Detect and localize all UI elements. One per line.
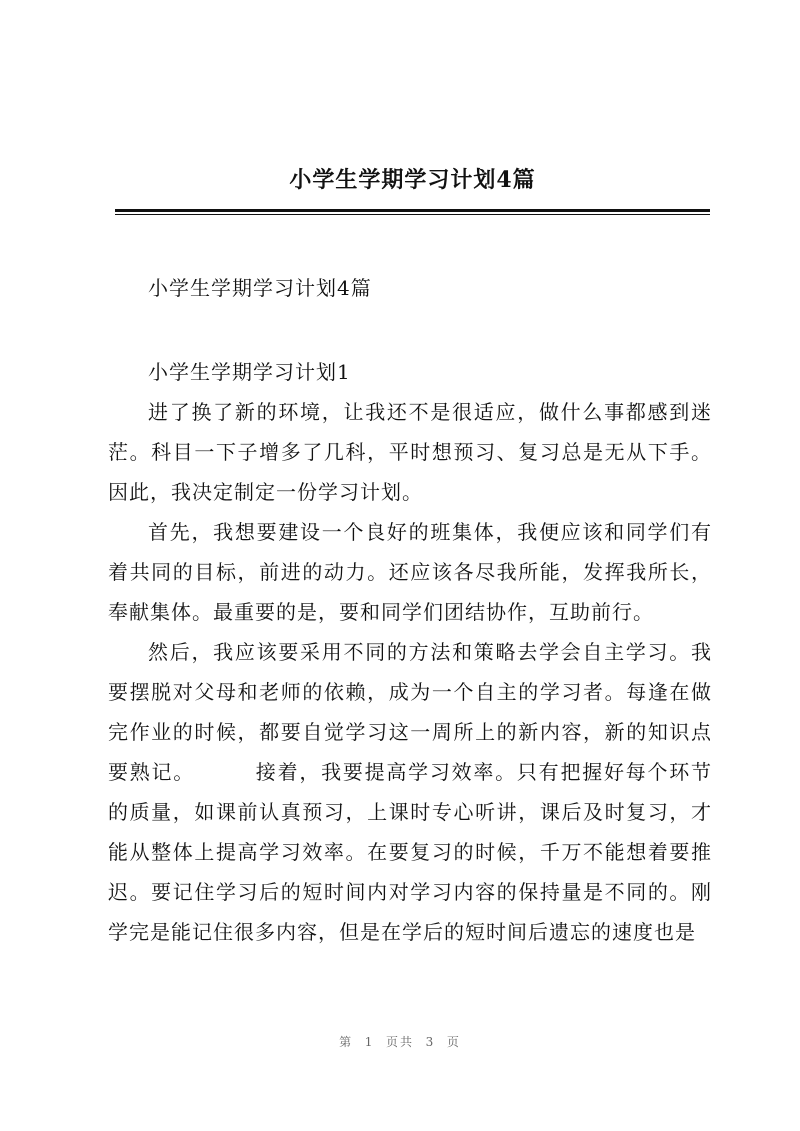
document-body xyxy=(108,352,712,952)
paragraph xyxy=(108,632,712,952)
section-heading: 小学生学期学习计划1 xyxy=(148,360,351,384)
paragraph-text: 然后，我应该要采用不同的方法和策略去学会自主学习。我要摆脱对父母和老师的依赖，成为一个自主的学习者。每逢在做完作业的时候，都要自觉学习这一周所上的新内容，新的知识点要熟记。 xyxy=(108,640,712,784)
page-header-title: 小学生学期学习计划4篇 xyxy=(289,167,536,193)
document-title: 小学生学期学习计划4篇 xyxy=(148,276,372,300)
paragraph-text: 接着，我要提高学习效率。只有把握好每个环节的质量，如课前认真预习，上课时专心听讲，课后及时复习，才能从整体上提高学习效率。在要复习的时候，千万不能想着要推迟。要记住学习后的短时间内对学习内容的保持量是不同的。刚学完是能记住很多内容，但是在学后的短时间后遗忘的速度也是 xyxy=(108,760,713,944)
paragraph: 首先，我想要建设一个良好的班集体，我便应该和同学们有着共同的目标，前进的动力。还应该各尽我所能，发挥我所长，奉献集体。最重要的是，要和同学们团结协作，互助前行。 xyxy=(108,520,712,624)
paragraph: 进了换了新的环境，让我还不是很适应，做什么事都感到迷茫。科目一下子增多了几科，平时想预习、复习总是无从下手。因此，我决定制定一份学习计划。 xyxy=(108,400,712,504)
header-divider-thin xyxy=(115,214,710,215)
page-number-footer: 第 1 页共 3 页 xyxy=(339,1035,461,1049)
page-header xyxy=(115,163,710,215)
header-divider xyxy=(115,209,710,212)
